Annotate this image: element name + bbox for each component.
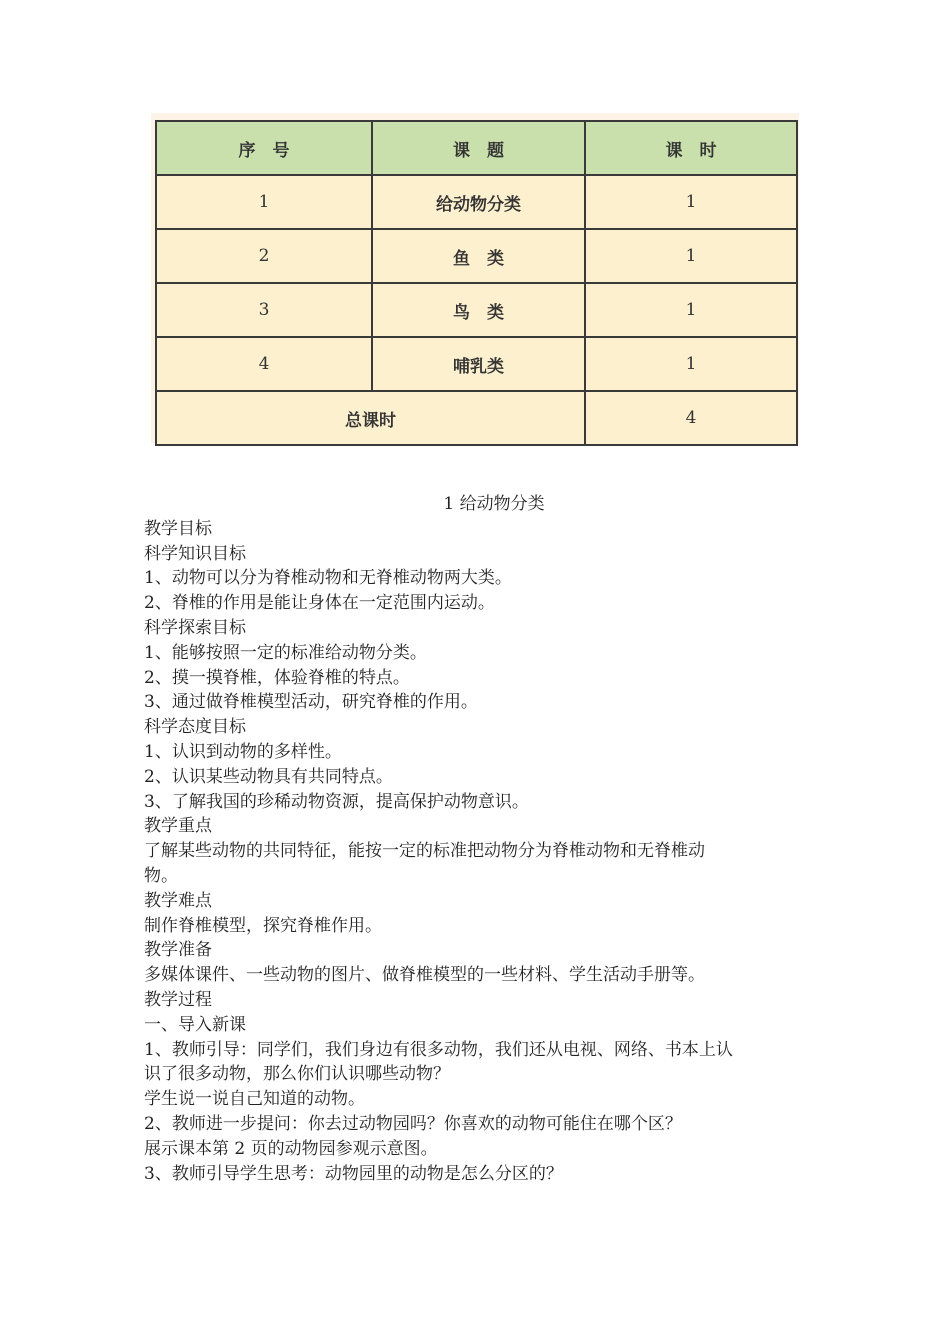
text-line: 科学态度目标 [144, 717, 246, 738]
text-line: 2、脊椎的作用是能让身体在一定范围内运动。 [144, 593, 495, 614]
text-line: 了解某些动物的共同特征，能按一定的标准把动物分为脊椎动物和无脊椎动 [144, 841, 705, 862]
text-line: 科学知识目标 [144, 543, 246, 564]
text-line: 1、动物可以分为脊椎动物和无脊椎动物两大类。 [144, 568, 512, 589]
text-line: 1、能够按照一定的标准给动物分类。 [144, 642, 427, 663]
text-line: 教学目标 [144, 518, 212, 539]
text-line: 多媒体课件、一些动物的图片、做脊椎模型的一些材料、学生活动手册等。 [144, 965, 705, 986]
course-schedule-table [155, 120, 798, 446]
text-line: 展示课本第 2 页的动物园参观示意图。 [144, 1138, 438, 1159]
text-line: 教学过程 [144, 989, 212, 1010]
course-schedule-table-frame [151, 113, 799, 443]
text-line: 教学重点 [144, 816, 212, 837]
row-topic: 给动物分类 [372, 175, 585, 229]
text-line: 2、摸一摸脊椎，体验脊椎的特点。 [144, 667, 410, 688]
table-total-row [156, 391, 797, 445]
table-header-row [156, 121, 797, 175]
text-line: 识了很多动物，那么你们认识哪些动物？ [144, 1064, 450, 1085]
lesson-title: 1 给动物分类 [443, 494, 545, 514]
text-line: 物。 [144, 865, 178, 886]
text-line: 2、认识某些动物具有共同特点。 [144, 766, 393, 787]
text-line: 教学难点 [144, 890, 212, 911]
lesson-plan-body [144, 492, 824, 1186]
row-number: 2 [156, 229, 372, 283]
row-hours: 1 [585, 229, 797, 283]
text-line: 3、通过做脊椎模型活动，研究脊椎的作用。 [144, 692, 478, 713]
text-line: 3、了解我国的珍稀动物资源，提高保护动物意识。 [144, 791, 529, 812]
header-topic: 课 题 [372, 121, 585, 175]
row-topic: 哺乳类 [372, 337, 585, 391]
text-line: 科学探索目标 [144, 617, 246, 638]
table-row [156, 175, 797, 229]
table-row [156, 283, 797, 337]
text-line: 制作脊椎模型，探究脊椎作用。 [144, 915, 382, 936]
table-row [156, 229, 797, 283]
text-line: 1、认识到动物的多样性。 [144, 741, 342, 762]
header-hours: 课 时 [585, 121, 797, 175]
total-label: 总课时 [156, 391, 585, 445]
row-number: 4 [156, 337, 372, 391]
row-hours: 1 [585, 337, 797, 391]
total-value: 4 [585, 391, 797, 445]
text-line: 一、导入新课 [144, 1014, 246, 1035]
row-hours: 1 [585, 175, 797, 229]
table-row [156, 337, 797, 391]
row-hours: 1 [585, 283, 797, 337]
header-number: 序 号 [156, 121, 372, 175]
text-line: 1、教师引导：同学们，我们身边有很多动物，我们还从电视、网络、书本上认 [144, 1039, 733, 1060]
text-line: 2、教师进一步提问：你去过动物园吗？你喜欢的动物可能住在哪个区？ [144, 1113, 682, 1134]
text-line: 教学准备 [144, 940, 212, 961]
row-topic: 鱼 类 [372, 229, 585, 283]
row-number: 3 [156, 283, 372, 337]
row-topic: 鸟 类 [372, 283, 585, 337]
text-line: 3、教师引导学生思考：动物园里的动物是怎么分区的？ [144, 1163, 563, 1184]
row-number: 1 [156, 175, 372, 229]
text-line: 学生说一说自己知道的动物。 [144, 1089, 365, 1110]
